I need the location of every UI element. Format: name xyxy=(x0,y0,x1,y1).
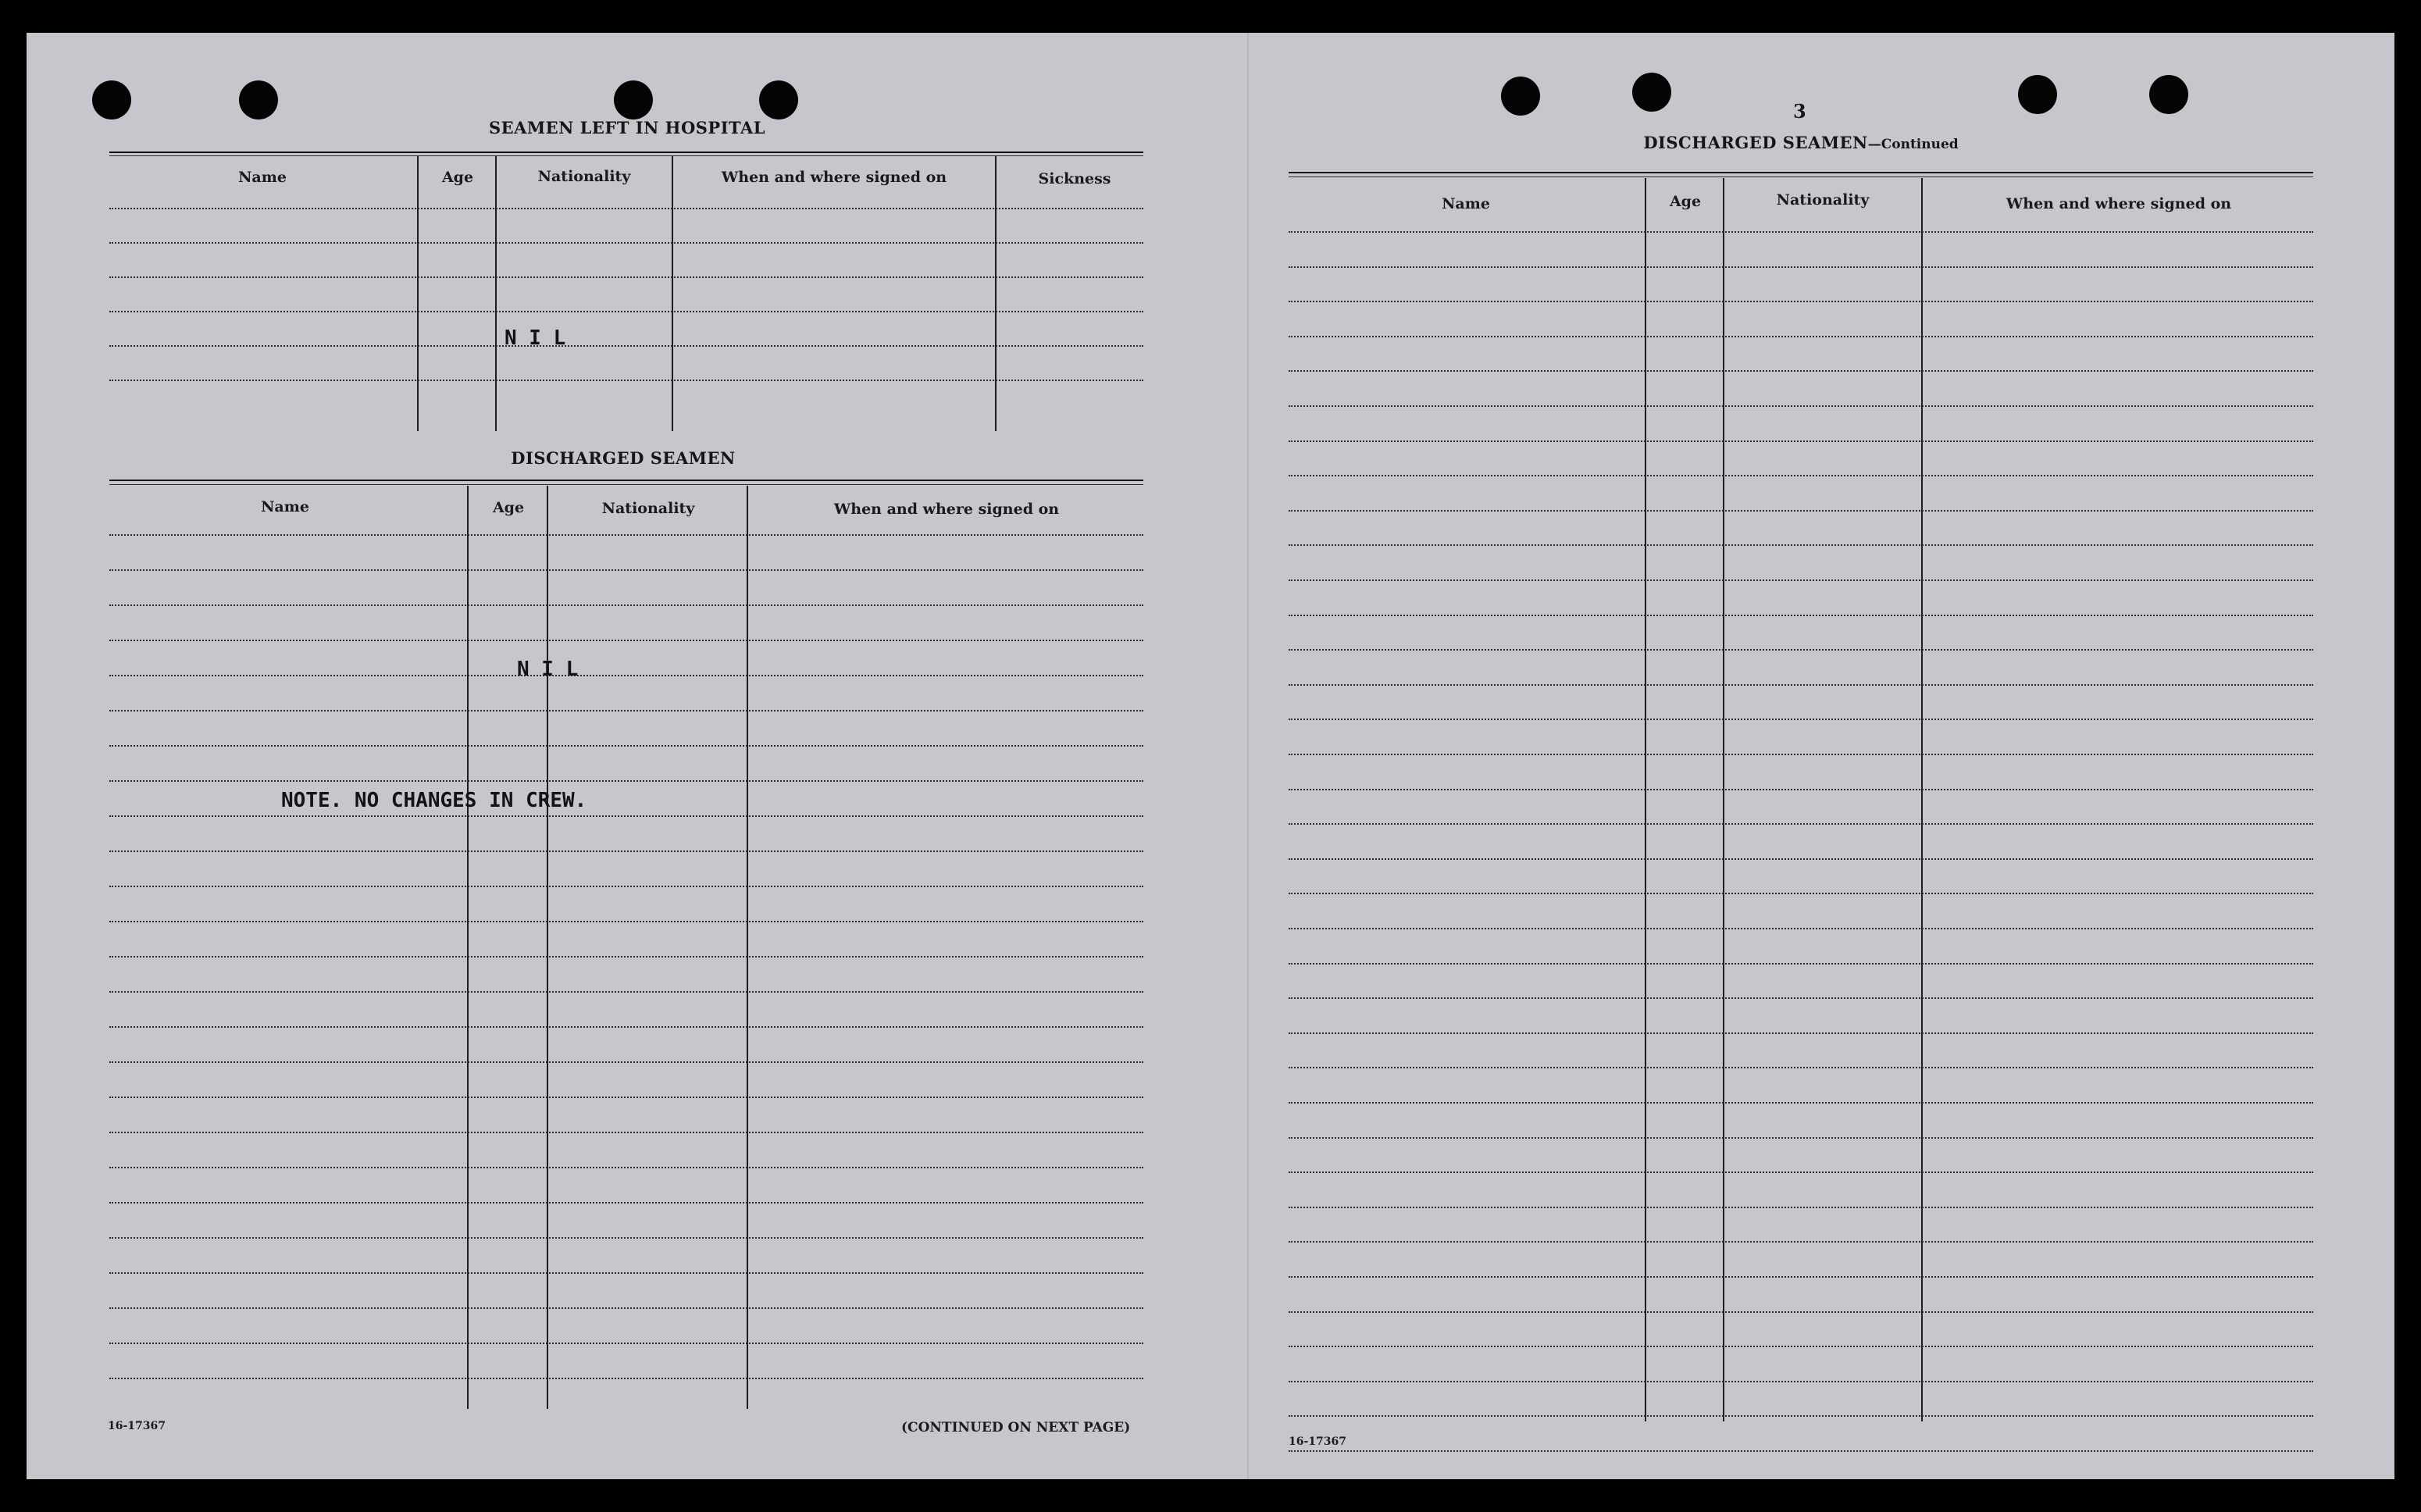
ruled-line xyxy=(1289,405,2313,407)
ruled-line xyxy=(109,380,1143,381)
ruled-line xyxy=(1289,684,2313,686)
ruled-line xyxy=(1289,1171,2313,1173)
punch-hole xyxy=(1632,73,1671,112)
page-number: 3 xyxy=(1793,100,1806,123)
continued-title-main: DISCHARGED SEAMEN xyxy=(1643,133,1868,152)
hospital-col-divider xyxy=(672,156,673,431)
ruled-line xyxy=(109,1272,1143,1274)
right-col-signed-on: When and where signed on xyxy=(2006,195,2232,212)
crew-note: NOTE. NO CHANGES IN CREW. xyxy=(281,789,587,812)
right-col-divider xyxy=(1645,178,1646,1421)
discharged-col-divider xyxy=(467,486,469,1409)
punch-hole xyxy=(614,80,653,119)
right-col-name: Name xyxy=(1442,195,1490,212)
ruled-line xyxy=(1289,336,2313,337)
ruled-line xyxy=(109,1097,1143,1098)
ruled-line xyxy=(1289,1450,2313,1452)
continued-title-suffix: —Continued xyxy=(1867,137,1959,152)
hospital-col-divider xyxy=(417,156,419,431)
punch-hole xyxy=(2018,75,2057,114)
ruled-line xyxy=(1289,719,2313,720)
ruled-line xyxy=(1289,475,2313,476)
ruled-line xyxy=(109,991,1143,993)
ruled-line xyxy=(1289,823,2313,825)
discharged-top-rule-2 xyxy=(109,484,1143,485)
continued-section-title xyxy=(1643,133,1958,152)
ruled-line xyxy=(109,956,1143,957)
ruled-line xyxy=(1289,754,2313,755)
ruled-line xyxy=(109,604,1143,606)
ruled-line xyxy=(109,780,1143,782)
right-form-number: 16-17367 xyxy=(1289,1435,1346,1448)
ruled-line xyxy=(1289,893,2313,894)
ruled-line xyxy=(109,1132,1143,1133)
hospital-top-rule xyxy=(109,152,1143,153)
ruled-line xyxy=(109,815,1143,817)
hospital-section-title: SEAMEN LEFT IN HOSPITAL xyxy=(488,118,766,137)
ruled-line xyxy=(109,534,1143,536)
ruled-line xyxy=(1289,544,2313,546)
punch-hole xyxy=(1501,77,1540,116)
ruled-line xyxy=(109,1343,1143,1344)
ruled-line xyxy=(109,208,1143,209)
right-col-divider xyxy=(1723,178,1724,1421)
ruled-line xyxy=(1289,649,2313,651)
continued-note: (CONTINUED ON NEXT PAGE) xyxy=(901,1420,1131,1435)
punch-hole xyxy=(92,80,131,119)
hospital-col-name: Name xyxy=(238,169,287,186)
ruled-line xyxy=(1289,1067,2313,1068)
right-page xyxy=(1248,33,2394,1479)
ruled-line xyxy=(109,640,1143,641)
discharged-col-nationality: Nationality xyxy=(601,500,695,517)
punch-hole xyxy=(759,80,798,119)
ruled-line xyxy=(1289,963,2313,965)
hospital-col-sickness: Sickness xyxy=(1038,170,1111,187)
ruled-line xyxy=(1289,789,2313,790)
ruled-line xyxy=(1289,1346,2313,1347)
hospital-col-divider xyxy=(495,156,497,431)
ruled-line xyxy=(1289,231,2313,233)
ruled-line xyxy=(1289,858,2313,860)
ruled-line xyxy=(109,1202,1143,1204)
ruled-line xyxy=(1289,1137,2313,1139)
hospital-col-divider xyxy=(995,156,997,431)
ruled-line xyxy=(109,345,1143,347)
punch-hole xyxy=(2149,75,2188,114)
ruled-line xyxy=(109,1167,1143,1168)
ruled-line xyxy=(109,921,1143,922)
discharged-nil-entry: N I L xyxy=(517,658,579,681)
ruled-line xyxy=(109,745,1143,747)
hospital-col-age: Age xyxy=(441,169,474,186)
ruled-line xyxy=(1289,579,2313,581)
hospital-nil-entry: N I L xyxy=(505,326,566,350)
ruled-line xyxy=(1289,1415,2313,1417)
ruled-line xyxy=(1289,266,2313,268)
discharged-col-signed-on: When and where signed on xyxy=(833,501,1060,518)
ruled-line xyxy=(109,242,1143,244)
discharged-col-divider xyxy=(547,486,548,1409)
page-fold xyxy=(1247,33,1249,1479)
left-page xyxy=(27,33,1248,1479)
ruled-line xyxy=(109,886,1143,887)
ruled-line xyxy=(1289,301,2313,302)
ruled-line xyxy=(109,1307,1143,1309)
right-col-nationality: Nationality xyxy=(1776,191,1870,209)
ruled-line xyxy=(109,675,1143,676)
ruled-line xyxy=(109,1237,1143,1239)
hospital-col-nationality: Nationality xyxy=(537,168,631,185)
ruled-line xyxy=(1289,1276,2313,1278)
discharged-col-divider xyxy=(747,486,748,1409)
right-top-rule xyxy=(1289,172,2313,173)
ruled-line xyxy=(109,1026,1143,1028)
ruled-line xyxy=(1289,997,2313,999)
ruled-line xyxy=(109,710,1143,711)
ruled-line xyxy=(1289,510,2313,512)
ruled-line xyxy=(1289,370,2313,372)
ruled-line xyxy=(1289,1241,2313,1243)
discharged-section-title: DISCHARGED SEAMEN xyxy=(511,448,736,468)
ruled-line xyxy=(1289,1381,2313,1382)
discharged-col-name: Name xyxy=(261,498,309,515)
ruled-line xyxy=(1289,928,2313,929)
discharged-top-rule xyxy=(109,480,1143,481)
ruled-line xyxy=(1289,1207,2313,1208)
hospital-top-rule-2 xyxy=(109,155,1143,156)
right-col-divider xyxy=(1921,178,1923,1421)
ruled-line xyxy=(1289,440,2313,442)
ruled-line xyxy=(109,1061,1143,1063)
left-form-number: 16-17367 xyxy=(108,1420,166,1432)
ruled-line xyxy=(1289,1311,2313,1313)
ruled-line xyxy=(109,1378,1143,1379)
ruled-line xyxy=(1289,1032,2313,1034)
ruled-line xyxy=(1289,1102,2313,1104)
ruled-line xyxy=(109,311,1143,312)
ruled-line xyxy=(109,569,1143,571)
hospital-col-signed-on: When and where signed on xyxy=(721,169,947,186)
discharged-col-age: Age xyxy=(492,499,525,516)
ruled-line xyxy=(109,276,1143,278)
ruled-line xyxy=(1289,615,2313,616)
ruled-line xyxy=(109,850,1143,852)
punch-hole xyxy=(239,80,278,119)
right-col-age: Age xyxy=(1669,193,1702,210)
